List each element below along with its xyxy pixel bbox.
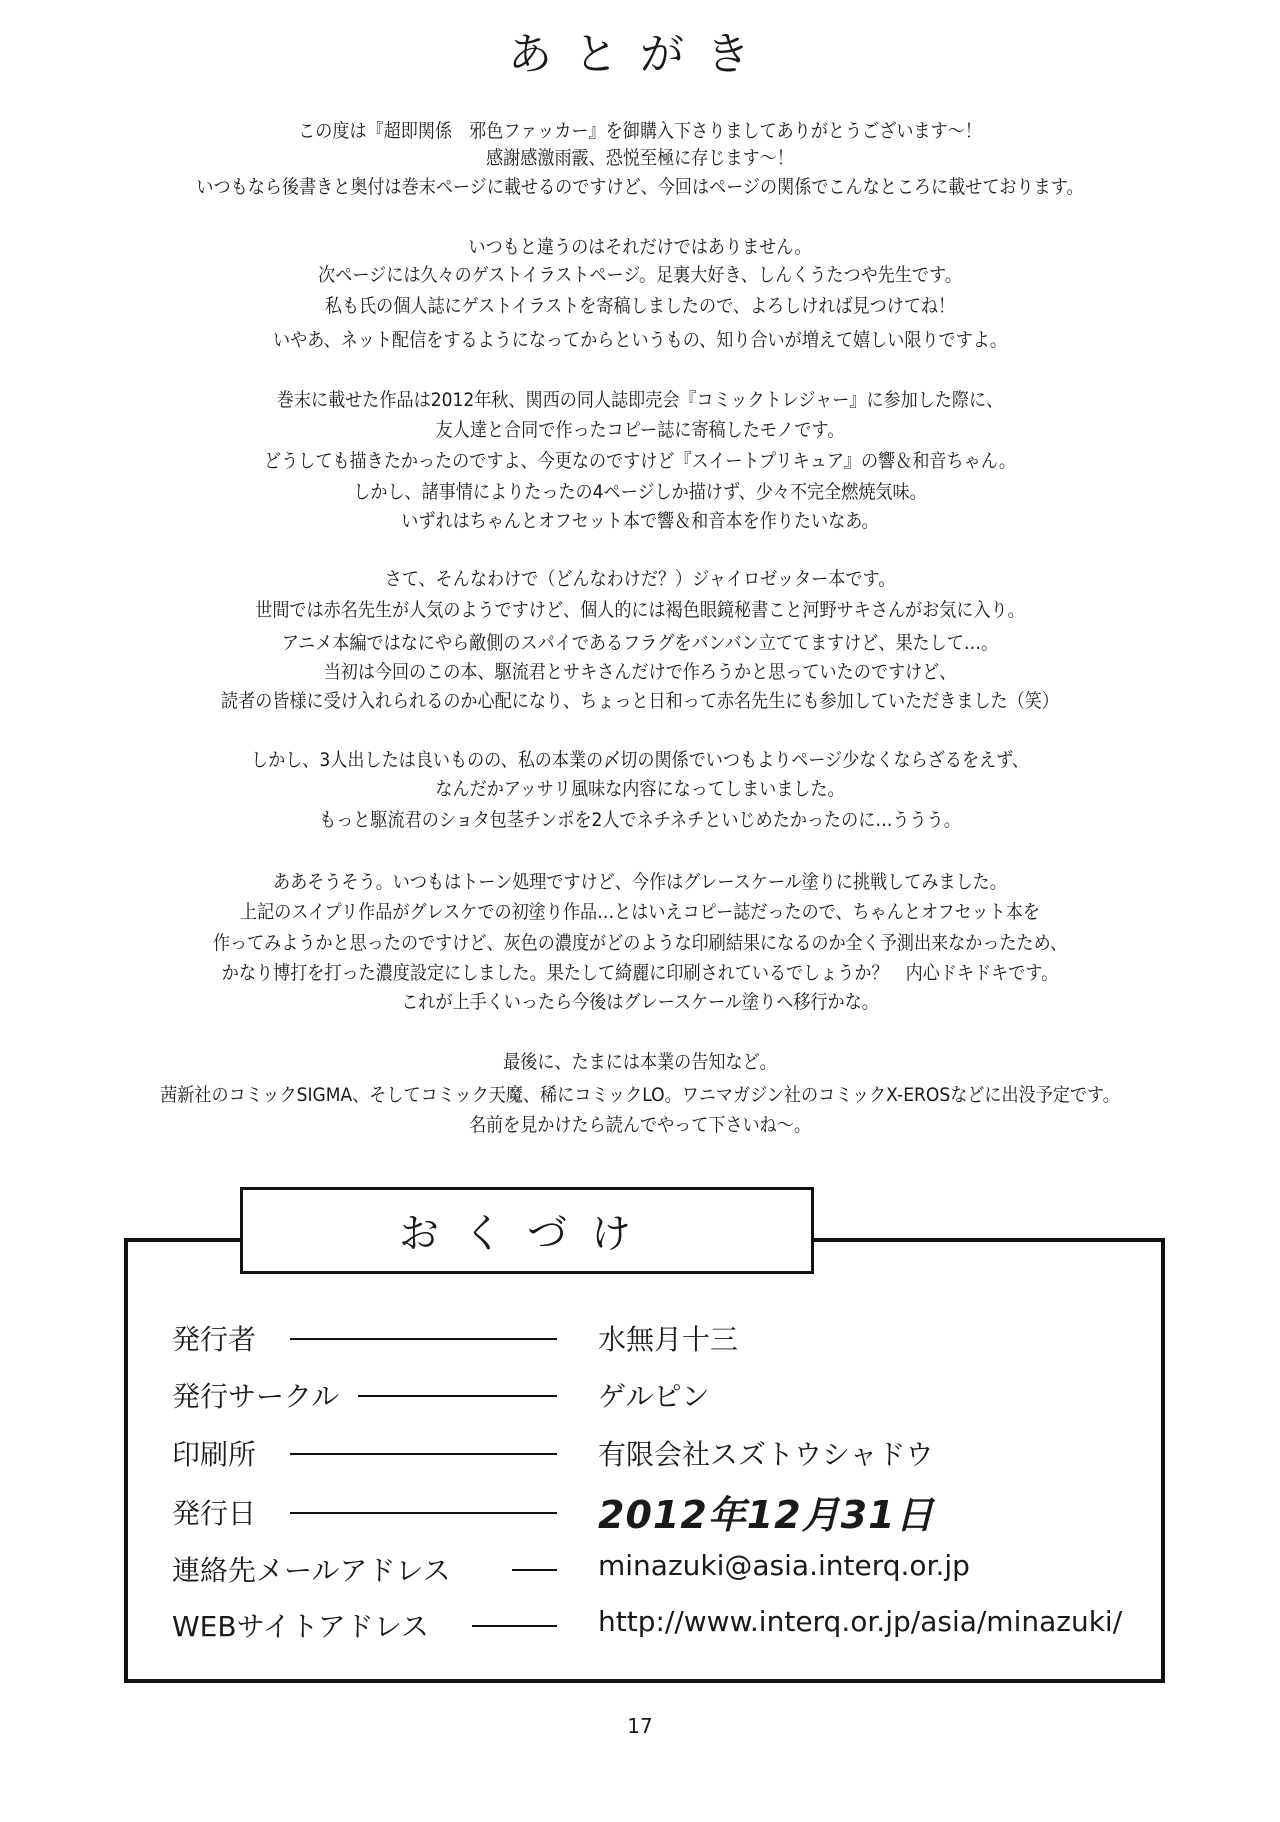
leader-line xyxy=(290,1453,557,1455)
afterword-line: どうしても描きたかったのですよ、今更なのですけど『スイートプリキュア』の響＆和音ちゃん。 xyxy=(264,450,1016,472)
afterword-line: いつもと違うのはそれだけではありません。 xyxy=(468,236,812,258)
colophon-value: 2012年12月31日 xyxy=(598,1493,935,1537)
afterword-line: 友人達と合同で作ったコピー誌に寄稿したモノです。 xyxy=(435,419,845,441)
afterword-line: 世間では赤名先生が人気のようですけど、個人的には褐色眼鏡秘書こと河野サキさんがお気に入り。 xyxy=(255,599,1025,621)
afterword-line: 茜新社のコミックSIGMA、そしてコミック天魔、稀にコミックLO。ワニマガジン社のコミックX-EROSなどに出没予定です。 xyxy=(160,1084,1120,1106)
colophon-row xyxy=(172,1375,1152,1415)
colophon-row xyxy=(172,1492,1152,1537)
colophon-label: 発行日 xyxy=(172,1497,257,1530)
colophon-row xyxy=(172,1605,1152,1645)
colophon-row xyxy=(172,1433,1152,1473)
afterword-line: しかし、諸事情によりたったの4ページしか描けず、少々不完全燃焼気味。 xyxy=(353,481,927,503)
afterword-line: 次ページには久々のゲストイラストページ。足裏大好き、しんくうたつや先生です。 xyxy=(318,264,962,286)
colophon-title: おくづけ xyxy=(240,1187,814,1274)
afterword-line: 上記のスイプリ作品がグレスケでの初塗り作品…とはいえコピー誌だったので、ちゃんとオフセット本を xyxy=(240,901,1040,923)
colophon-value: minazuki@asia.interq.or.jp xyxy=(598,1549,970,1582)
afterword-line: 巻末に載せた作品は2012年秋、関西の同人誌即売会『コミックトレジャー』に参加した際に、 xyxy=(276,389,1004,411)
afterword-line: 作ってみようかと思ったのですけど、灰色の濃度がどのような印刷結果になるのか全く予測出来なかったため、 xyxy=(212,932,1068,954)
leader-line xyxy=(290,1338,557,1340)
colophon-value: http://www.interq.or.jp/asia/minazuki/ xyxy=(598,1605,1123,1638)
afterword-line: いやあ、ネット配信をするようになってからというもの、知り合いが増えて嬉しい限りですよ。 xyxy=(273,329,1007,351)
afterword-line: 名前を見かけたら読んでやって下さいね～。 xyxy=(468,1114,811,1136)
afterword-line: なんだかアッサリ風味な内容になってしまいました。 xyxy=(435,778,845,800)
afterword-line: いずれはちゃんとオフセット本で響＆和音本を作りたいなあ。 xyxy=(401,510,879,532)
afterword-line: これが上手くいったら今後はグレースケール塗りへ移行かな。 xyxy=(401,991,879,1013)
afterword-line: 当初は今回のこの本、駆流君とサキさんだけで作ろうかと思っていたのですけど、 xyxy=(323,661,957,683)
colophon-label: 発行サークル xyxy=(172,1380,340,1413)
afterword-title: あとがき xyxy=(508,29,772,80)
afterword-line: 私も氏の個人誌にゲストイラストを寄稿しましたので、よろしければ見つけてね！ xyxy=(324,295,956,317)
afterword-line: いつもなら後書きと奥付は巻末ページに載せるのですけど、今回はページの関係でこんなところに載せております。 xyxy=(196,176,1084,198)
colophon-row xyxy=(172,1318,1152,1358)
colophon-label: WEBサイトアドレス xyxy=(172,1610,429,1643)
colophon-label: 印刷所 xyxy=(172,1438,257,1471)
leader-line xyxy=(290,1512,557,1514)
afterword-line: 読者の皆様に受け入れられるのか心配になり、ちょっと日和って赤名先生にも参加していただきました（笑） xyxy=(221,690,1059,712)
leader-line xyxy=(472,1625,557,1627)
colophon-row xyxy=(172,1549,1152,1589)
afterword-line: かなり博打を打った濃度設定にしました。果たして綺麗に印刷されているでしょうか？ 内心ドキドキです。 xyxy=(221,962,1059,984)
afterword-line: さて、そんなわけで（どんなわけだ？）ジャイロゼッター本です。 xyxy=(384,568,896,590)
colophon-value: 水無月十三 xyxy=(598,1323,739,1356)
leader-line xyxy=(512,1569,557,1571)
colophon-value: ゲルピン xyxy=(598,1380,710,1413)
afterword-line: ああそうそう。いつもはトーン処理ですけど、今作はグレースケール塗りに挑戦してみました。 xyxy=(273,871,1007,893)
colophon-value: 有限会社スズトウシャドウ xyxy=(598,1438,934,1471)
afterword-line: しかし、3人出したは良いものの、私の本業の〆切の関係でいつもよりページ少なくならざるをえず、 xyxy=(251,749,1029,771)
colophon-label: 連絡先メールアドレス xyxy=(172,1554,451,1587)
afterword-line: 感謝感激雨霰、恐悦至極に存じます～！ xyxy=(486,147,794,169)
page-number: 17 xyxy=(627,1714,653,1738)
afterword-line: もっと駆流君のショタ包茎チンポを2人でネチネチといじめたかったのに…ううう。 xyxy=(319,809,961,831)
afterword-line: アニメ本編ではなにやら敵側のスパイであるフラグをバンバン立ててますけど、果たして…。 xyxy=(281,632,999,654)
leader-line xyxy=(358,1395,557,1397)
colophon-label: 発行者 xyxy=(172,1323,257,1356)
afterword-line: この度は『超即関係 邪色ファッカー』を御購入下さりましてありがとうございます～！ xyxy=(298,120,982,142)
afterword-line: 最後に、たまには本業の告知など。 xyxy=(503,1051,777,1073)
